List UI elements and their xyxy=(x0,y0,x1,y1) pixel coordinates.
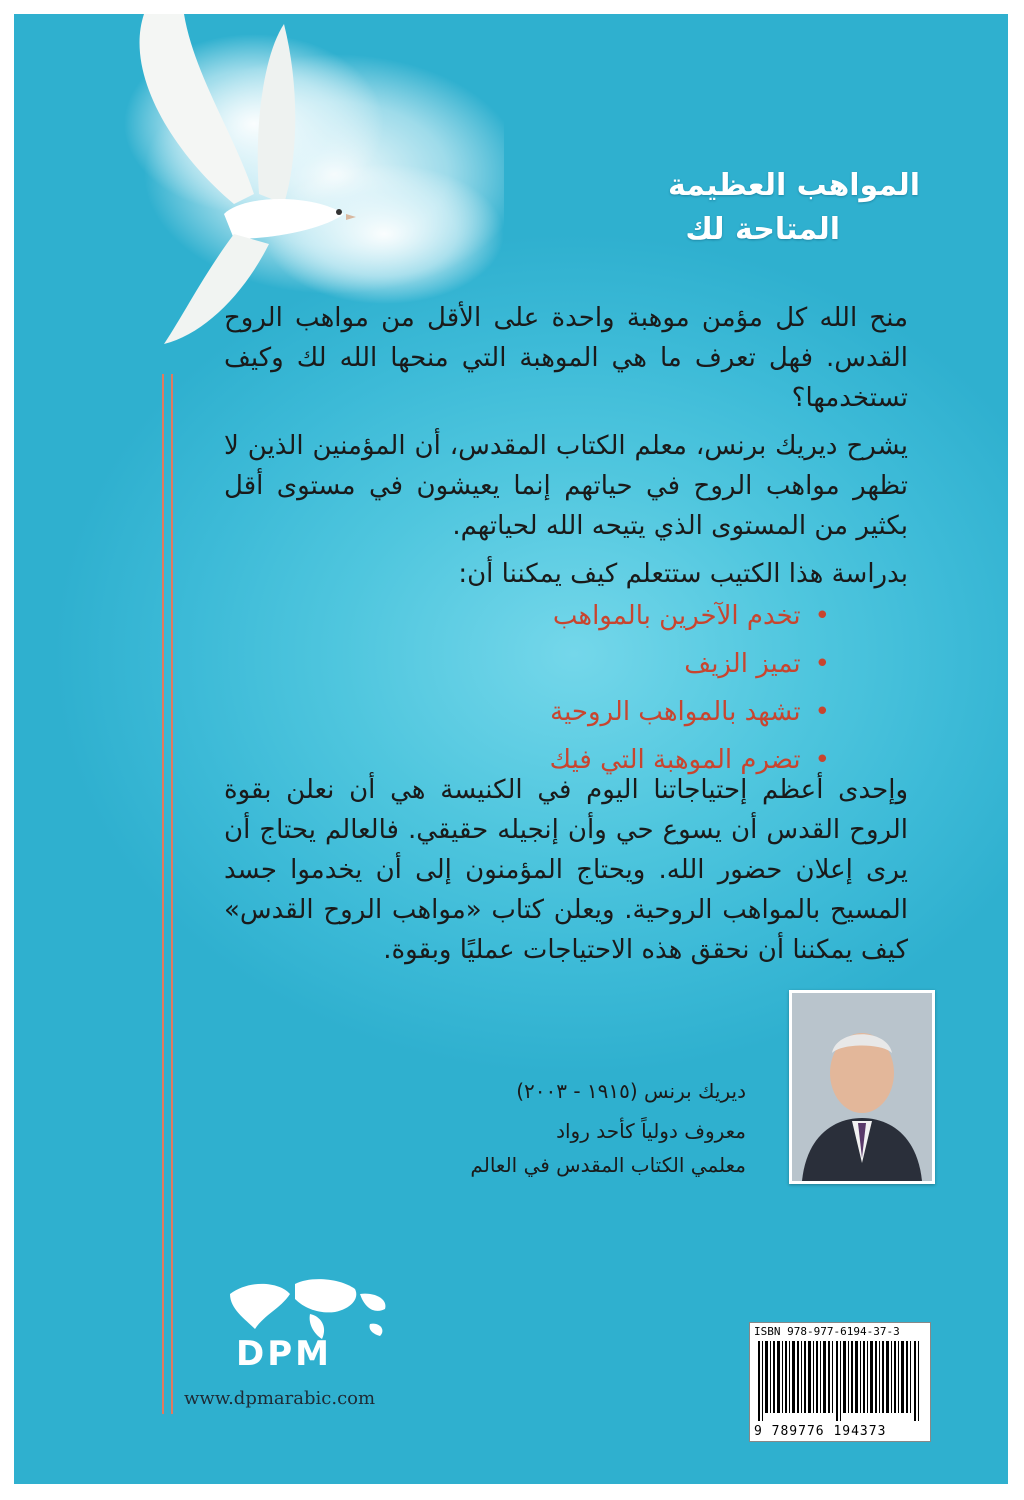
author-portrait-icon xyxy=(792,993,932,1181)
list-item: •تضرم الموهبة التي فيك xyxy=(549,745,830,775)
title-line-1: المواهب العظيمة xyxy=(667,168,920,203)
list-item: •تشهد بالمواهب الروحية xyxy=(550,697,830,727)
benefits-list xyxy=(550,592,830,784)
author-description-2: معلمي الكتاب المقدس في العالم xyxy=(470,1153,746,1177)
publisher-logo-text: DPM xyxy=(236,1334,332,1374)
closing-paragraph: وإحدى أعظم إحتياجاتنا اليوم في الكنيسة هي أن نعلن بقوة الروح القدس أن يسوع حي وأن إنجيله حقيقي. فالعالم يحتاج أن يرى إعلان حضور الله. ويحتاج المؤمنون إلى أن يخدموا جسد المسيح بالمواهب الروحية. ويعلن كتاب «مواهب الروح القدس» كيف يمكننا أن نحقق هذه الاحتياجات عمليًا وبقوة. xyxy=(224,775,908,965)
bullet-icon: • xyxy=(814,697,830,727)
bullet-icon: • xyxy=(814,601,830,631)
author-info xyxy=(470,1074,746,1182)
barcode-number: 9 789776 194373 xyxy=(754,1424,887,1439)
author-name: ديريك برنس (١٩١٥ - ٢٠٠٣) xyxy=(516,1079,746,1103)
decorative-vertical-lines xyxy=(160,374,176,1414)
bullet-icon: • xyxy=(814,649,830,679)
bullet-icon: • xyxy=(814,745,830,775)
author-photo xyxy=(789,990,935,1184)
isbn-number: ISBN 978-977-6194-37-3 xyxy=(754,1325,900,1338)
list-item: •تخدم الآخرين بالمواهب xyxy=(552,601,830,631)
author-description-1: معروف دولياً كأحد رواد xyxy=(556,1119,746,1143)
title-line-2: المتاحة لك xyxy=(685,212,840,247)
barcode-icon xyxy=(758,1341,922,1421)
isbn-barcode xyxy=(749,1322,931,1442)
list-item: •تميز الزيف xyxy=(684,649,830,679)
publisher-website: www.dpmarabic.com xyxy=(184,1388,376,1409)
intro-paragraph: منح الله كل مؤمن موهبة واحدة على الأقل من مواهب الروح القدس. فهل تعرف ما هي الموهبة التي منحها الله لك وكيف تستخدمها؟ xyxy=(224,303,908,413)
book-title xyxy=(668,164,920,252)
book-back-cover xyxy=(14,14,1008,1484)
explanation-paragraph: يشرح ديريك برنس، معلم الكتاب المقدس، أن المؤمنين الذين لا تظهر مواهب الروح في حياتهم إنما يعيشون في مستوى أقل بكثير من المستوى الذي يتيحه الله لحياتهم. xyxy=(224,431,908,541)
list-intro: بدراسة هذا الكتيب ستتعلم كيف يمكننا أن: xyxy=(458,559,908,589)
